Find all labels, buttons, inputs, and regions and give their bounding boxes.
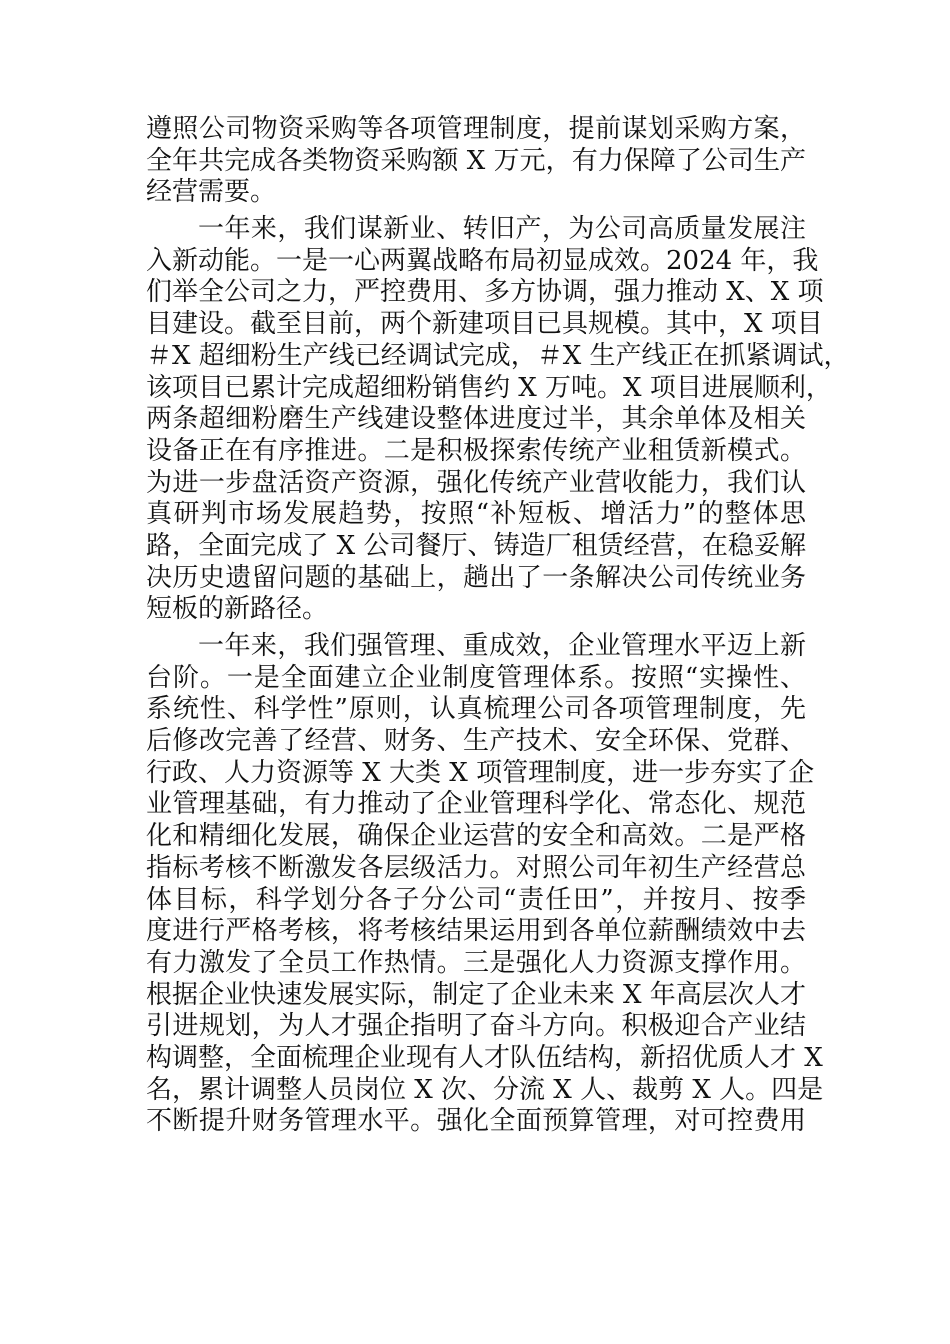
text-line: 名，累计调整人员岗位 X 次、分流 X 人、裁剪 X 人。四是 xyxy=(146,1074,824,1105)
text-line: 业管理基础，有力推动了企业管理科学化、常态化、规范 xyxy=(146,789,806,820)
text-line: 该项目已累计完成超细粉销售约 X 万吨。X 项目进展顺利， xyxy=(146,372,832,403)
text-line: 们举全公司之力，严控费用、多方协调，强力推动 X、X 项 xyxy=(146,277,824,308)
text-line: 短板的新路径。 xyxy=(146,594,329,625)
text-line: 化和精细化发展，确保企业运营的安全和高效。二是严格 xyxy=(146,821,806,852)
text-line: 构调整，全面梳理企业现有人才队伍结构，新招优质人才 X xyxy=(146,1042,823,1073)
paragraph-3 xyxy=(146,631,824,1138)
text-line: 后修改完善了经营、财务、生产技术、安全环保、党群、 xyxy=(146,726,806,757)
text-line: 指标考核不断激发各层级活力。对照公司年初生产经营总 xyxy=(146,852,806,883)
text-line: 不断提升财务管理水平。强化全面预算管理，对可控费用 xyxy=(146,1106,806,1137)
text-line: 目建设。截至目前，两个新建项目已具规模。其中，X 项目 xyxy=(146,309,823,340)
text-line: 有力激发了全员工作热情。三是强化人力资源支撑作用。 xyxy=(146,947,806,978)
paragraph-1 xyxy=(146,114,806,209)
text-line: 系统性、科学性”原则，认真梳理公司各项管理制度，先 xyxy=(146,694,806,725)
text-line: 全年共完成各类物资采购额 X 万元，有力保障了公司生产 xyxy=(146,145,806,176)
text-line: 根据企业快速发展实际，制定了企业未来 X 年高层次人才 xyxy=(146,979,806,1010)
text-line: 行政、人力资源等 X 大类 X 项管理制度，进一步夯实了企 xyxy=(146,757,815,788)
text-line: ＃X 超细粉生产线已经调试完成，＃X 生产线正在抓紧调试， xyxy=(146,340,850,371)
text-line: 引进规划，为人才强企指明了奋斗方向。积极迎合产业结 xyxy=(146,1011,806,1042)
text-line: 路，全面完成了 X 公司餐厅、铸造厂租赁经营，在稳妥解 xyxy=(146,530,806,561)
text-line: 决历史遗留问题的基础上，趟出了一条解决公司传统业务 xyxy=(146,562,806,593)
text-line: 台阶。一是全面建立企业制度管理体系。按照“实操性、 xyxy=(146,662,806,693)
text-line: 体目标，科学划分各子分公司“责任田”，并按月、按季 xyxy=(146,884,806,915)
text-line: 遵照公司物资采购等各项管理制度，提前谋划采购方案， xyxy=(146,114,806,144)
text-line: 度进行严格考核，将考核结果运用到各单位薪酬绩效中去 xyxy=(146,916,806,947)
text-line: 一年来，我们强管理、重成效，企业管理水平迈上新 xyxy=(198,631,806,661)
text-line: 经营需要。 xyxy=(146,177,277,208)
text-line: 设备正在有序推进。二是积极探索传统产业租赁新模式。 xyxy=(146,435,806,466)
paragraph-2 xyxy=(146,214,850,626)
text-line: 一年来，我们谋新业、转旧产，为公司高质量发展注 xyxy=(198,214,806,245)
text-line: 真研判市场发展趋势，按照“补短板、增活力”的整体思 xyxy=(146,499,806,530)
text-line: 入新动能。一是一心两翼战略布局初显成效。2024 年，我 xyxy=(146,245,819,276)
text-line: 两条超细粉磨生产线建设整体进度过半，其余单体及相关 xyxy=(146,404,806,435)
text-line: 为进一步盘活资产资源，强化传统产业营收能力，我们认 xyxy=(146,467,806,498)
document-page xyxy=(146,114,850,1143)
